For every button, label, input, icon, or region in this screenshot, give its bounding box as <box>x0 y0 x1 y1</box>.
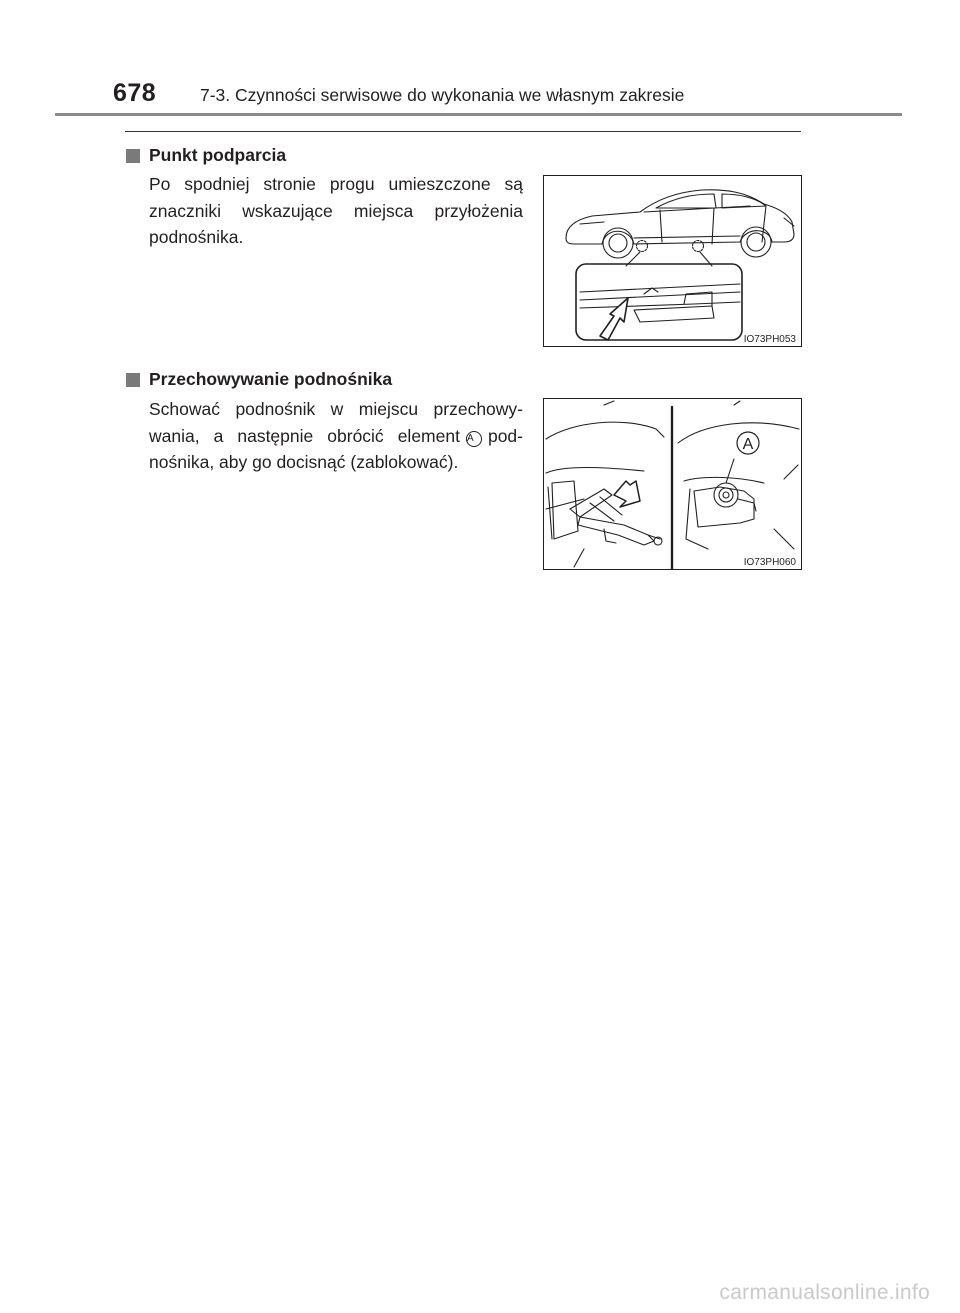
section-text-jack-storage <box>149 396 523 476</box>
figure-code: IO73PH060 <box>743 557 796 568</box>
text-line: podnośnika. <box>149 227 244 247</box>
section-bullet <box>126 149 140 163</box>
text-fragment: pod- <box>487 425 523 446</box>
section-rule <box>125 131 801 132</box>
figure-jack-storage <box>543 398 802 570</box>
text-fragment: wania, a następnie obrócić element <box>149 425 460 446</box>
car-jack-points-illustration <box>544 176 801 346</box>
marker-a-icon: A <box>466 431 482 447</box>
text-line: nośnika, aby go docisnąć (zablokować). <box>149 452 459 472</box>
section-heading-lifting-point: Punkt podparcia <box>149 145 287 165</box>
section-bullet <box>126 373 140 387</box>
jack-storage-illustration <box>544 399 801 569</box>
section-text-lifting-point <box>149 171 523 251</box>
figure-jack-points <box>543 175 802 347</box>
section-heading-jack-storage: Przechowywanie podnośnika <box>149 369 393 389</box>
footer-watermark: carmanualsonline.info <box>719 1281 930 1304</box>
text-line: Schować podnośnik w miejscu przechowy- <box>149 399 523 419</box>
figure-callout-a: A <box>742 436 754 453</box>
text-line: znaczniki wskazujące miejsca przyłożenia <box>149 200 523 221</box>
figure-code: IO73PH053 <box>743 334 796 345</box>
page-number: 678 <box>113 79 157 107</box>
header-rule <box>55 113 902 116</box>
text-line: Po spodniej stronie progu umieszczone są <box>149 174 523 194</box>
chapter-title: 7-3. Czynności serwisowe do wykonania we własnym zakresie <box>200 85 685 105</box>
text-line <box>149 423 523 450</box>
